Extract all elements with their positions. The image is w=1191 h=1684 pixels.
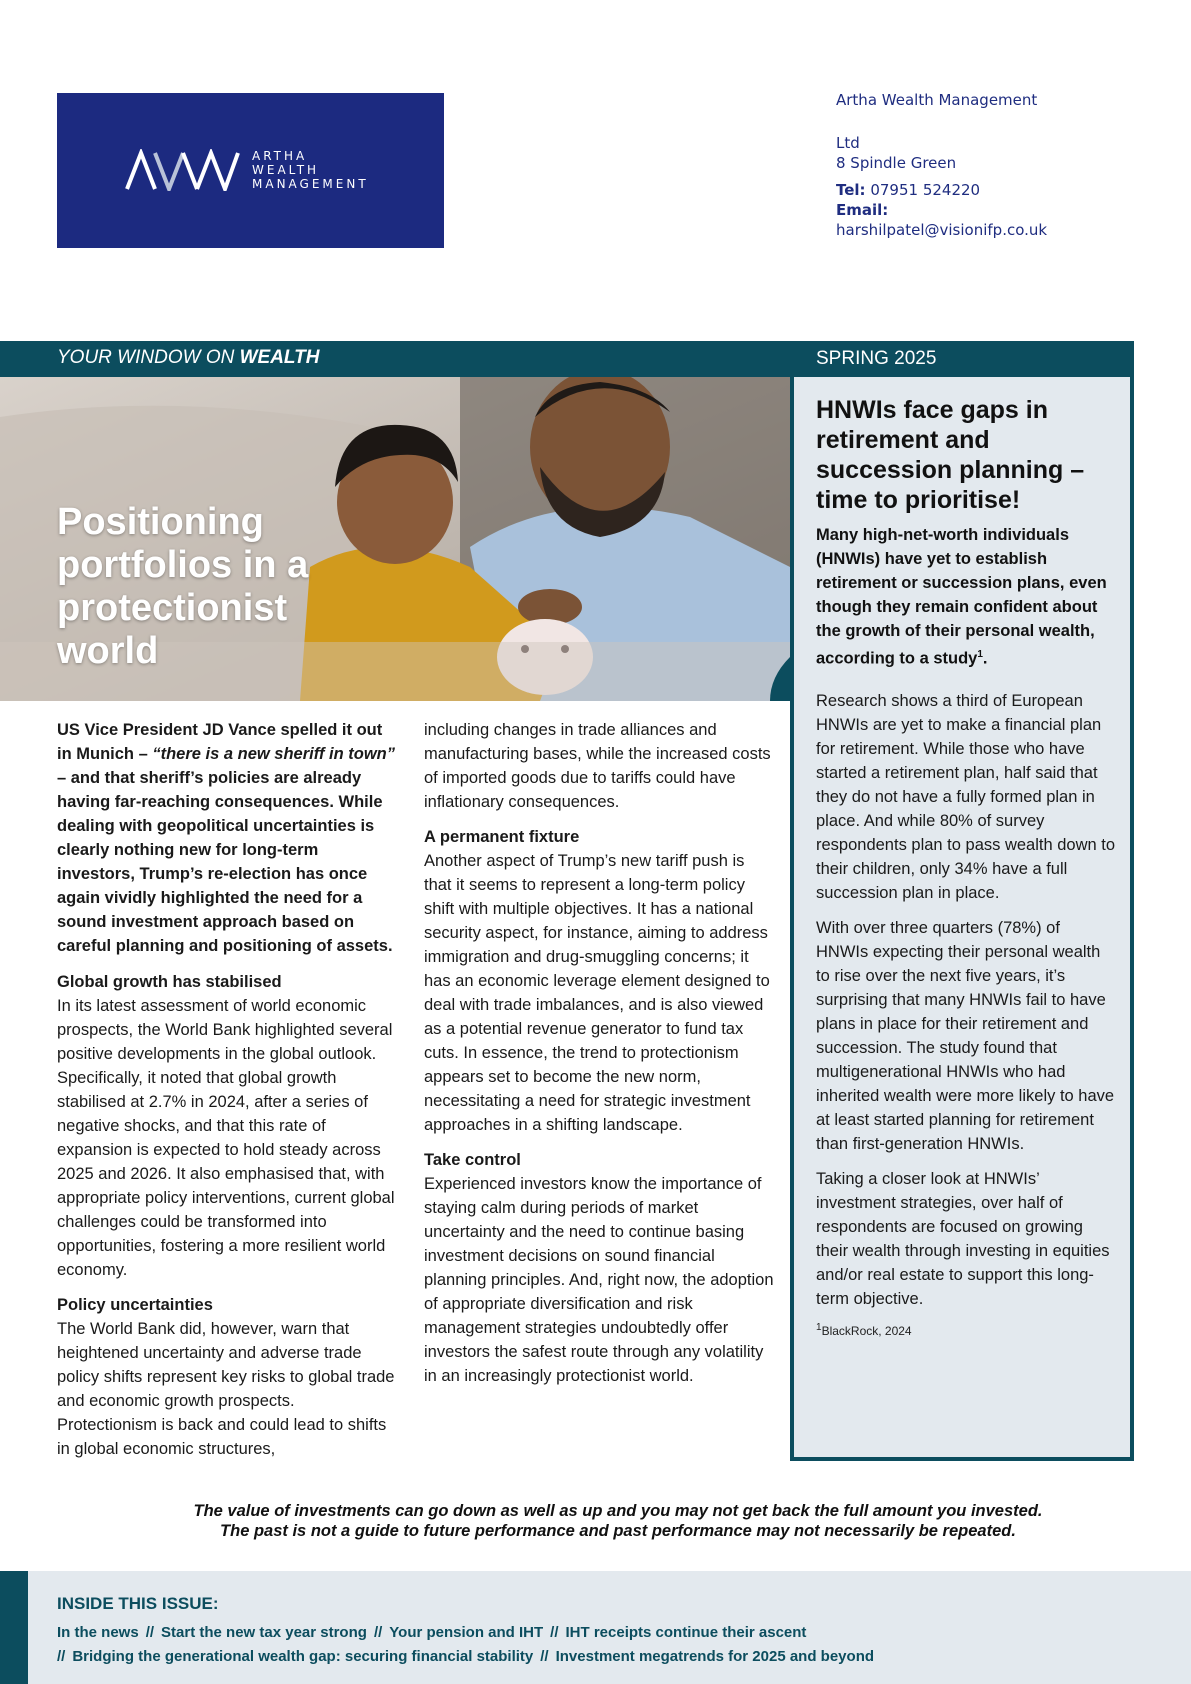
banner-tagline-bold: WEALTH xyxy=(239,347,320,368)
section-body: Experienced investors know the importance of staying calm during periods of market uncertainty and the need to continue basing investment decisions on sound financial planning principles. And, right now, the adoption of appropriate diversification and risk management strategies undoubtedly offer investors the safest route through any volatility in an increasingly protectionist world. xyxy=(424,1175,774,1385)
article-lead-part-2: – and that sheriff’s policies are already having far-reaching consequences. While dealing with geopolitical uncertainties is clearly nothing new for long-term investors, Trump’s re-election has once again vividly highlighted the need for a sound investment approach based on careful planning and positioning of assets. xyxy=(57,769,393,955)
logo-line-2: WEALTH xyxy=(252,163,320,177)
section-heading: Policy uncertainties xyxy=(57,1296,213,1314)
logo-line-1: ARTHA xyxy=(252,149,308,163)
issue-link[interactable]: Start the new tax year strong xyxy=(161,1624,367,1641)
section-heading: Take control xyxy=(424,1151,521,1169)
hero-image xyxy=(0,377,790,701)
sidebar-paragraph: Taking a closer look at HNWIs’ investment strategies, over half of respondents are focused on growing their wealth through investing in equities and/or real estate to support this long-term objective. xyxy=(816,1169,1110,1308)
footer-accent-bar xyxy=(0,1571,28,1684)
link-separator: // xyxy=(373,1624,383,1641)
article-lead-part-1: US Vice President JD Vance spelled it out in Munich – xyxy=(57,721,383,763)
issue-links-row-2 xyxy=(57,1645,1157,1669)
risk-disclaimer xyxy=(0,1501,1191,1541)
sidebar-title: HNWIs face gaps in retirement and succession planning – time to prioritise! xyxy=(816,396,1085,514)
sidebar-footnote-number: 1 xyxy=(816,1321,822,1333)
company-logo xyxy=(57,93,444,248)
inside-this-issue xyxy=(0,1571,1191,1684)
company-address: 8 Spindle Green xyxy=(836,154,957,172)
tel-label: Tel: xyxy=(836,181,866,199)
section-heading: A permanent fixture xyxy=(424,828,580,846)
section-body: The World Bank did, however, warn that heightened uncertainty and adverse trade policy shifts represent key risks to global trade and economic growth prospects. Protectionism is back and could lead to shifts in global economic structures, xyxy=(57,1320,395,1458)
section-body: Another aspect of Trump’s new tariff push is that it seems to represent a long-term policy shift with multiple objectives. It has a national security aspect, for instance, aiming to address immigration and drug-smuggling concerns; it has an economic leverage element designed to deal with trade imbalances, and is also viewed as a potential revenue generator to fund tax cuts. In essence, the trend to protectionism appears set to become the new norm, necessitating a need for strategic investment approaches in a shifting landscape. xyxy=(424,852,770,1134)
sidebar-lead xyxy=(816,523,1116,671)
link-separator: // xyxy=(145,1624,155,1641)
sidebar-lead-text: Many high-net-worth individuals (HNWIs) have yet to establish retirement or succession plans, even though they remain confident about the growth of their personal wealth, according to a study xyxy=(816,526,1107,668)
disclaimer-line-1: The value of investments can go down as well as up and you may not get back the full amount you invested. xyxy=(193,1502,1043,1520)
sidebar-paragraph: With over three quarters (78%) of HNWIs expecting their personal wealth to rise over the next five years, it’s surprising that many HNWIs fail to have plans in place for their retirement and succession. The study found that multigenerational HNWIs who had inherited wealth were more likely to have at least started planning for retirement than first-generation HNWIs. xyxy=(816,918,1115,1153)
sidebar-lead-end: . xyxy=(982,649,988,668)
logo-wordmark xyxy=(252,149,369,191)
issue-date: SPRING 2025 xyxy=(816,348,937,369)
link-separator: // xyxy=(550,1624,559,1641)
section-heading: Global growth has stabilised xyxy=(57,973,282,991)
issue-link[interactable]: In the news xyxy=(57,1624,139,1641)
disclaimer-line-2: The past is not a guide to future performance and past performance may not necessarily be repeated. xyxy=(220,1522,1016,1540)
email-label: Email: xyxy=(836,201,889,219)
hero-title: Positioning portfolios in a protectionist world xyxy=(57,501,309,672)
issue-link[interactable]: IHT receipts continue their ascent xyxy=(565,1624,807,1641)
issue-link[interactable]: Investment megatrends for 2025 and beyond xyxy=(555,1648,875,1665)
article-column-1 xyxy=(57,718,397,1472)
sidebar-paragraph: Research shows a third of European HNWIs are yet to make a financial plan for retirement. While those who have started a retirement plan, half said that they do not have a fully formed plan in place. And while 80% of survey respondents plan to pass wealth down to their children, only 34% have a full succession plan in place. xyxy=(816,691,1116,902)
sidebar-footnote-text: BlackRock, 2024 xyxy=(821,1323,912,1338)
section-body-continued: including changes in trade alliances and manufacturing bases, while the increased costs of imported goods due to tariffs could have inflationary consequences. xyxy=(424,721,771,811)
tel-line xyxy=(836,180,1136,200)
section-banner xyxy=(0,341,1134,377)
sidebar-footnote xyxy=(816,1322,1116,1338)
banner-tagline xyxy=(57,347,319,369)
issue-link[interactable]: Your pension and IHT xyxy=(389,1624,544,1641)
email-value[interactable]: harshilpatel@visionifp.co.uk xyxy=(836,221,1048,239)
article-lead-quote: “there is a new sheriff in town” xyxy=(152,745,396,763)
company-name: Artha Wealth Management xyxy=(836,91,1038,109)
issue-links-row-1 xyxy=(57,1621,1157,1645)
sidebar-lead-footnote-ref: 1 xyxy=(977,649,983,660)
contact-block xyxy=(836,90,1136,240)
section-body: In its latest assessment of world economic prospects, the World Bank highlighted several positive developments in the global outlook. Specifically, it noted that global growth stabilised at 2.7% in 2024, after a series of negative shocks, and that this rate of expansion is expected to hold steady across 2025 and 2026. It also emphasised that, with appropriate policy interventions, current global challenges could be transformed into opportunities, fostering a more resilient world economy. xyxy=(57,997,395,1279)
sidebar-panel xyxy=(790,377,1134,1461)
issue-link[interactable]: Bridging the generational wealth gap: securing financial stability xyxy=(72,1648,534,1665)
sidebar-content xyxy=(816,395,1116,1338)
article-column-2 xyxy=(424,718,774,1399)
company-suffix: Ltd xyxy=(836,134,860,152)
link-separator: // xyxy=(57,1648,66,1665)
tel-value[interactable]: 07951 524220 xyxy=(870,181,981,199)
issue-links xyxy=(57,1621,1157,1669)
link-separator: // xyxy=(540,1648,549,1665)
logo-line-3: MANAGEMENT xyxy=(252,177,369,191)
article-lead xyxy=(57,718,397,958)
footer-title: INSIDE THIS ISSUE: xyxy=(57,1594,219,1613)
awm-logo-icon xyxy=(125,149,240,191)
banner-tagline-prefix: YOUR WINDOW ON xyxy=(57,347,240,368)
